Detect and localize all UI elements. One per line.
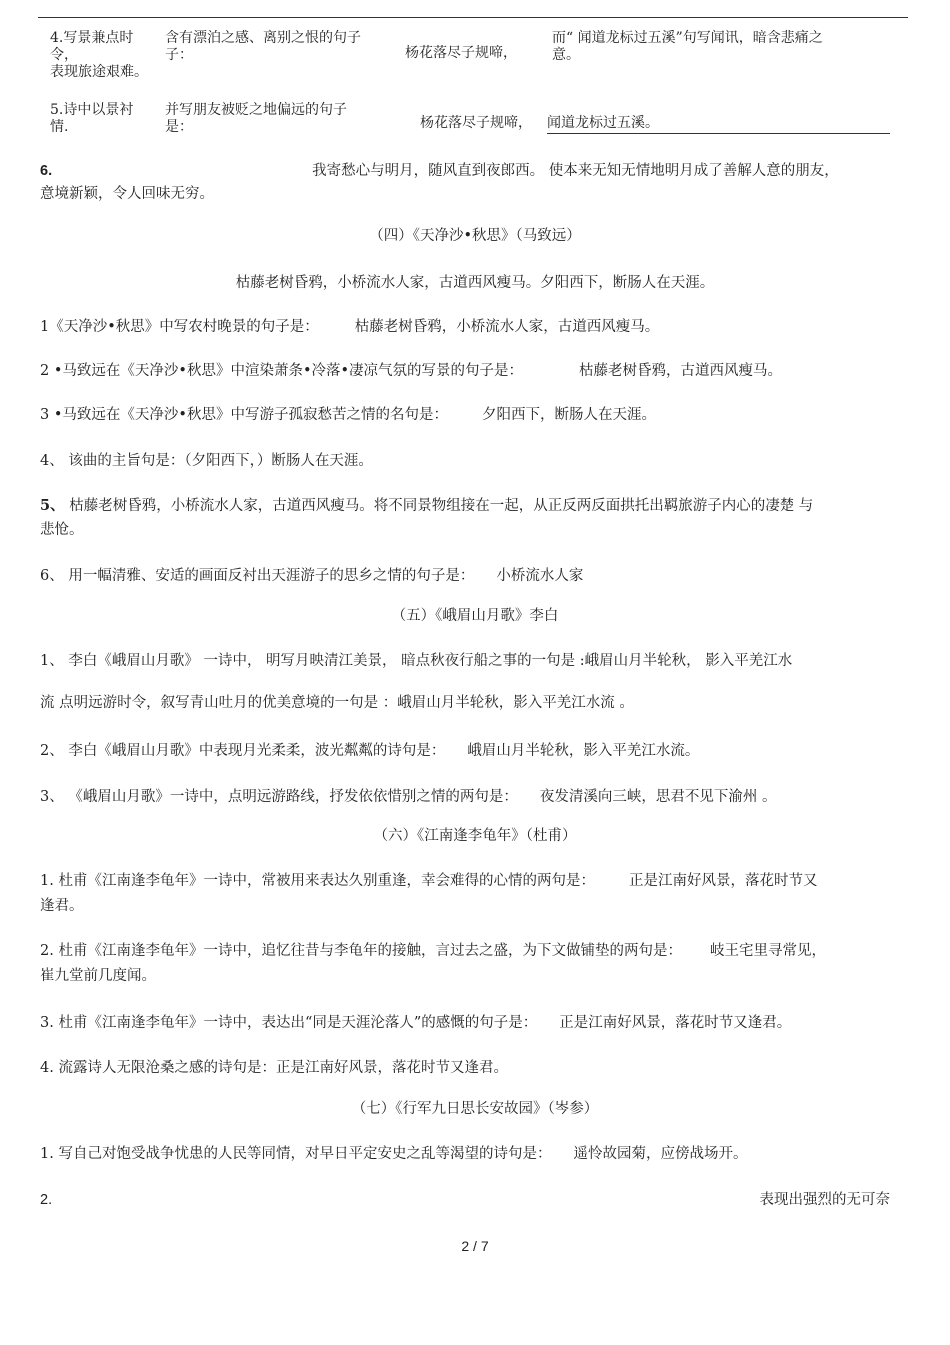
table-row4-col3: 杨花落尽子规啼， bbox=[405, 45, 517, 61]
sec4-q1 bbox=[40, 316, 910, 338]
sec6-title: （六）《江南逢李龟年》（杜甫） bbox=[373, 828, 577, 844]
sec4-q3-text: 3 •马致远在《天净沙•秋思》中写游子孤寂愁苦之情的名句是： bbox=[40, 407, 448, 423]
row4-col1-line2: 表现旅途艰难。 bbox=[50, 64, 148, 80]
table-row5-col2 bbox=[165, 102, 385, 136]
table-row4-col4 bbox=[552, 30, 897, 64]
sec6-q3-text: 3. 杜甫《江南逢李龟年》一诗中，表达出“同是天涯沦落人”的感慨的句子是： bbox=[40, 1015, 538, 1031]
table-row5-col1 bbox=[50, 102, 160, 136]
sec4-q1-answer: 枯藤老树昏鸦，小桥流水人家，古道西风瘦马。 bbox=[354, 319, 660, 335]
sec7-q1-text: 1. 写自己对饱受战争忧患的人民等同情，对早日平定安史之乱等渴望的诗句是： bbox=[40, 1146, 552, 1162]
sec4-q2-answer: 枯藤老树昏鸦，古道西风瘦马。 bbox=[579, 363, 783, 379]
row5-col1-line2: 情. bbox=[50, 119, 69, 135]
sec7-title: （七）《行军九日思长安故园》（岑参） bbox=[351, 1101, 599, 1117]
row4-col1-line1: 4.写景兼点时令， bbox=[50, 30, 134, 63]
sec6-q3-answer: 正是江南好风景，落花时节又逢君。 bbox=[559, 1015, 792, 1031]
item6-number: 6. bbox=[40, 163, 53, 179]
sec6-q2-line1 bbox=[40, 940, 910, 962]
sec6-q1-answer: 正是江南好风景，落花时节又 bbox=[628, 873, 818, 889]
row4-col2-line2: 子： bbox=[165, 47, 193, 63]
item6-line2: 意境新颖，令人回味无穷。 bbox=[40, 186, 214, 202]
table-row4-col2 bbox=[165, 30, 385, 64]
table-row5-col3: 杨花落尽子规啼， bbox=[420, 115, 532, 131]
sec4-q6-answer: 小桥流水人家 bbox=[496, 568, 584, 584]
sec5-q2 bbox=[40, 740, 910, 762]
sec7-q2-number: 2. bbox=[40, 1192, 53, 1208]
sec4-q6 bbox=[40, 565, 910, 587]
sec5-q1-line1: 1、 李白《峨眉山月歌》 一诗中， 明写月映清江美景， 暗点秋夜行船之事的一句是 :峨眉山月半轮秋， 影入平羌江水 bbox=[40, 653, 793, 669]
sec6-q1-line2: 逢君。 bbox=[40, 898, 84, 914]
row5-col2-line1: 并写朋友被贬之地偏远的句子 bbox=[165, 102, 347, 118]
sec4-q5-number: 5、 bbox=[40, 497, 65, 514]
sec5-q2-text: 2、 李白《峨眉山月歌》中表现月光柔柔，波光粼粼的诗句是： bbox=[40, 743, 446, 759]
sec6-q2-line2: 崔九堂前几度闻。 bbox=[40, 968, 156, 984]
sec6-q3 bbox=[40, 1012, 910, 1034]
sec6-q2-answer: 岐王宅里寻常见， bbox=[709, 943, 826, 959]
sec5-q2-answer: 峨眉山月半轮秋，影入平羌江水流。 bbox=[467, 743, 700, 759]
sec6-q1-line1 bbox=[40, 870, 910, 892]
sec5-title: （五）《峨眉山月歌》李白 bbox=[391, 608, 559, 624]
sec4-q5-line2: 悲怆。 bbox=[40, 522, 84, 538]
table-row5-col4 bbox=[547, 115, 890, 132]
sec7-q1 bbox=[40, 1143, 910, 1165]
row5-col4-text: 闻道龙标过五溪。 bbox=[547, 115, 890, 134]
sec7-q2 bbox=[40, 1189, 910, 1211]
sec5-q3-text: 3、 《峨眉山月歌》一诗中，点明远游路线，抒发依依惜别之情的两句是： bbox=[40, 789, 518, 805]
table-row4-col1 bbox=[50, 30, 160, 81]
row4-col2-line1: 含有漂泊之感、离别之恨的句子 bbox=[165, 30, 361, 46]
row4-col4-line1: 而“ 闻道龙标过五溪”句写闻讯，暗含悲痛之 bbox=[552, 30, 823, 46]
sec6-q1-text: 1. 杜甫《江南逢李龟年》一诗中，常被用来表达久别重逢，幸会难得的心情的两句是： bbox=[40, 873, 595, 889]
row5-col1-line1: 5.诗中以景衬 bbox=[50, 102, 134, 118]
page-number: 2 / 7 bbox=[461, 1238, 489, 1254]
sec5-q3-answer: 夜发清溪向三峡，思君不见下渝州 。 bbox=[539, 789, 777, 805]
item6-text: 我寄愁心与明月，随风直到夜郎西。 使本来无知无情地明月成了善解人意的朋友， bbox=[312, 163, 839, 179]
sec5-q3 bbox=[40, 786, 910, 808]
sec4-q6-text: 6、 用一幅清雅、安适的画面反衬出天涯游子的思乡之情的句子是： bbox=[40, 568, 475, 584]
sec4-q1-text: 1《天净沙•秋思》中写农村晚景的句子是： bbox=[40, 319, 319, 335]
sec4-poem: 枯藤老树昏鸦，小桥流水人家，古道西风瘦马。夕阳西下，断肠人在天涯。 bbox=[235, 275, 715, 291]
sec5-q1-line2: 流 点明远游时令，叙写青山吐月的优美意境的一句是 ：峨眉山月半轮秋，影入平羌江水流 。 bbox=[40, 695, 634, 711]
sec4-q5-text: 枯藤老树昏鸦，小桥流水人家，古道西风瘦马。将不同景物组接在一起，从正反两反面拱托出羁旅游子内心的凄楚 与 bbox=[64, 498, 814, 514]
sec4-q4: 4、 该曲的主旨句是：（夕阳西下，）断肠人在天涯。 bbox=[40, 453, 373, 469]
item6-line1 bbox=[40, 160, 910, 182]
top-rule bbox=[38, 17, 908, 18]
sec4-q3-answer: 夕阳西下，断肠人在天涯。 bbox=[481, 407, 656, 423]
sec4-title: （四）《天净沙•秋思》（马致远） bbox=[369, 228, 581, 244]
sec6-q2-text: 2. 杜甫《江南逢李龟年》一诗中，追忆往昔与李龟年的接触，言过去之盛，为下文做铺垫的两句是： bbox=[40, 943, 682, 959]
sec4-q2-text: 2 •马致远在《天净沙•秋思》中渲染萧条•冷落•凄凉气氛的写景的句子是： bbox=[40, 363, 524, 379]
sec4-q2 bbox=[40, 360, 910, 382]
row4-col4-line2: 意。 bbox=[552, 47, 580, 63]
sec7-q1-answer: 遥怜故园菊，应傍战场开。 bbox=[573, 1146, 748, 1162]
sec4-q5-line1 bbox=[40, 495, 910, 517]
sec4-q3 bbox=[40, 404, 910, 426]
sec7-q2-tail: 表现出强烈的无可奈 bbox=[759, 1192, 890, 1208]
sec6-q4: 4. 流露诗人无限沧桑之感的诗句是：正是江南好风景，落花时节又逢君。 bbox=[40, 1060, 508, 1076]
row5-col2-line2: 是： bbox=[165, 119, 193, 135]
